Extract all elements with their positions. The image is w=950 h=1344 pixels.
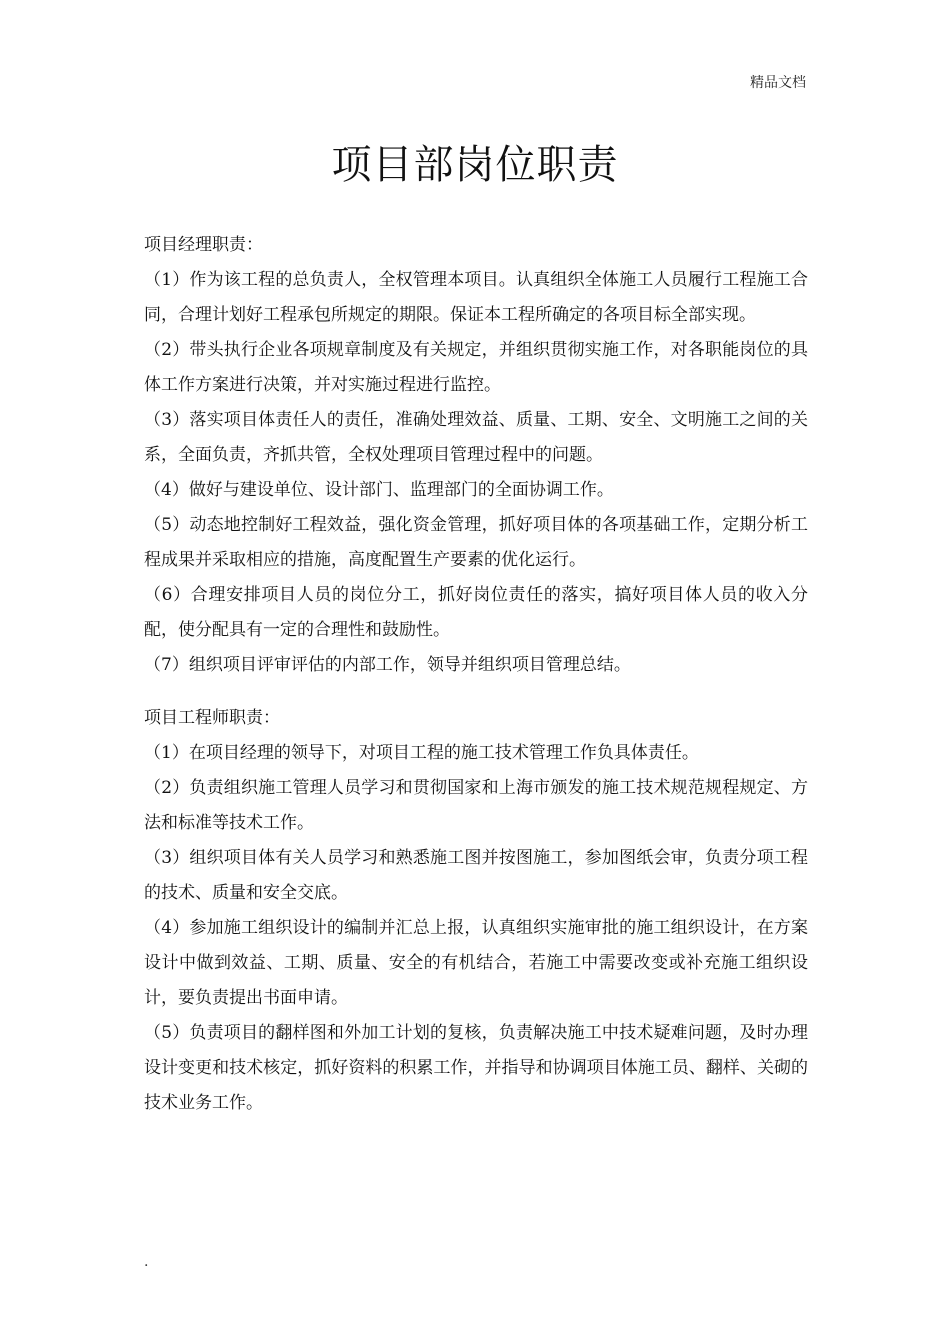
duty-item: （2）带头执行企业各项规章制度及有关规定，并组织贯彻实施工作，对各职能岗位的具体工作方案进行决策，并对实施过程进行监控。 <box>144 340 808 395</box>
duty-item: （4）参加施工组织设计的编制并汇总上报，认真组织实施审批的施工组织设计，在方案设计中做到效益、工期、质量、安全的有机结合，若施工中需要改变或补充施工组织设计，要负责提出书面申请。 <box>144 918 808 1008</box>
section-project-manager <box>144 228 808 683</box>
footer-mark: . <box>144 1254 149 1270</box>
page-title: 项目部岗位职责 <box>331 141 619 188</box>
duty-item: （3）组织项目体有关人员学习和熟悉施工图并按图施工，参加图纸会审，负责分项工程的技术、质量和安全交底。 <box>144 848 808 903</box>
duty-item: （5）负责项目的翻样图和外加工计划的复核，负责解决施工中技术疑难问题，及时办理设计变更和技术核定，抓好资料的积累工作，并指导和协调项目体施工员、翻样、关砌的技术业务工作。 <box>144 1023 808 1113</box>
section-project-engineer <box>144 701 808 1121</box>
duty-item: （2）负责组织施工管理人员学习和贯彻国家和上海市颁发的施工技术规范规程规定、方法和标准等技术工作。 <box>144 778 808 833</box>
section-heading: 项目经理职责： <box>144 235 263 255</box>
header-note: 精品文档 <box>750 75 806 91</box>
duty-item: （5）动态地控制好工程效益，强化资金管理，抓好项目体的各项基础工作，定期分析工程成果并采取相应的措施，高度配置生产要素的优化运行。 <box>144 515 808 570</box>
duty-item: （1）作为该工程的总负责人，全权管理本项目。认真组织全体施工人员履行工程施工合同，合理计划好工程承包所规定的期限。保证本工程所确定的各项目标全部实现。 <box>144 270 808 325</box>
duty-item: （4）做好与建设单位、设计部门、监理部门的全面协调工作。 <box>144 480 614 500</box>
duty-item: （6）合理安排项目人员的岗位分工，抓好岗位责任的落实，搞好项目体人员的收入分配，使分配具有一定的合理性和鼓励性。 <box>144 585 808 640</box>
section-heading: 项目工程师职责： <box>144 708 280 728</box>
document-body <box>144 228 808 1121</box>
duty-item: （3）落实项目体责任人的责任，准确处理效益、质量、工期、安全、文明施工之间的关系，全面负责，齐抓共管，全权处理项目管理过程中的问题。 <box>144 410 808 465</box>
duty-item: （7）组织项目评审评估的内部工作，领导并组织项目管理总结。 <box>144 655 631 675</box>
duty-item: （1）在项目经理的领导下，对项目工程的施工技术管理工作负具体责任。 <box>144 743 699 763</box>
